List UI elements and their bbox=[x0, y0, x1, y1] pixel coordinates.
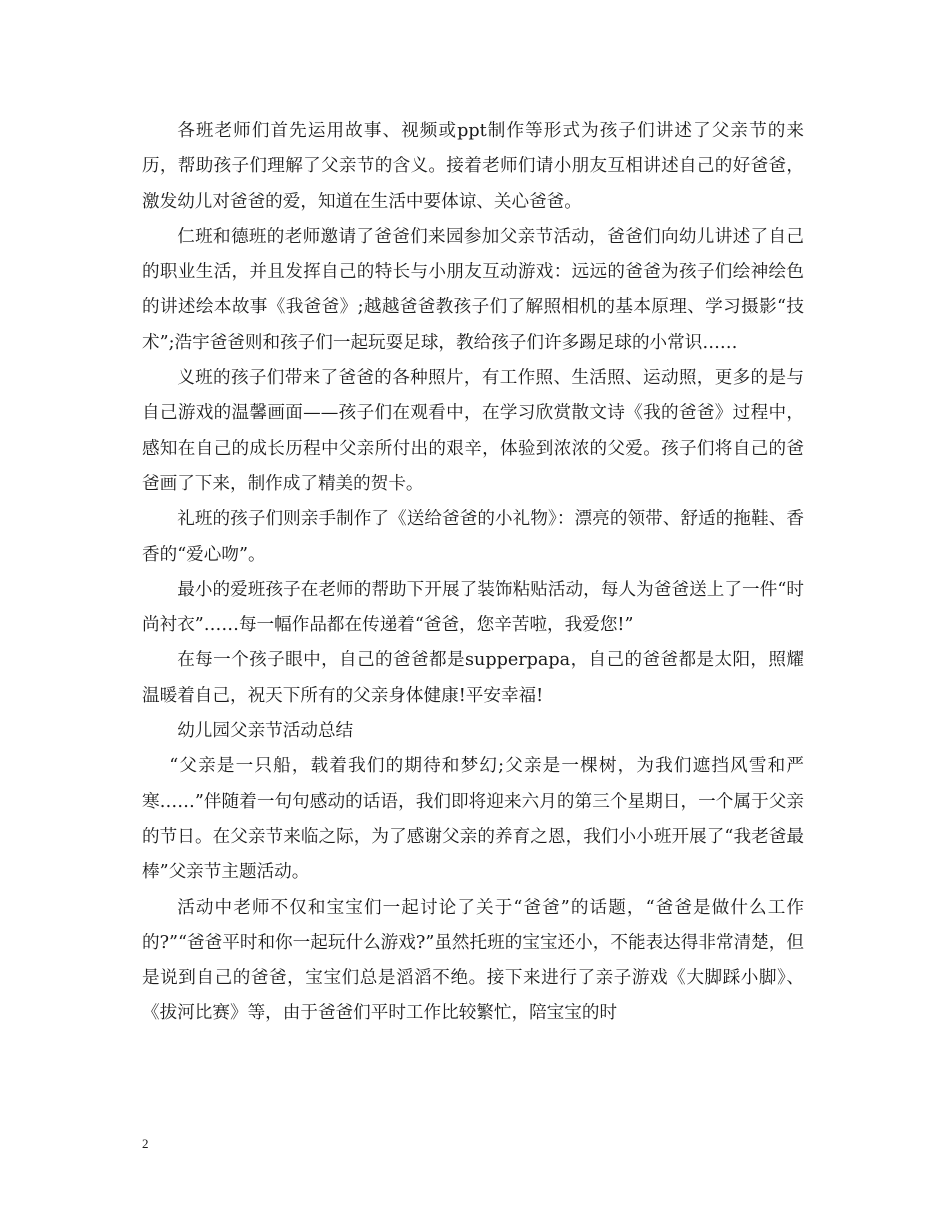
section-heading: 幼儿园父亲节活动总结 bbox=[177, 721, 354, 742]
paragraph: 活动中老师不仅和宝宝们一起讨论了关于“爸爸”的话题，“爸爸是做什么工作的?”“爸爸平时和你一起玩什么游戏?”虽然托班的宝宝还小，不能表达得非常清楚，但是说到自己的爸爸，宝宝们总是滔滔不绝。接下来进行了亲子游戏《大脚踩小脚》、《拔河比赛》等，由于爸爸们平时工作比较繁忙，陪宝宝的时 bbox=[142, 897, 804, 1024]
paragraph: 礼班的孩子们则亲手制作了《送给爸爸的小礼物》：漂亮的领带、舒适的拖鞋、香香的“爱心吻”。 bbox=[142, 509, 804, 565]
paragraph: 最小的爱班孩子在老师的帮助下开展了装饰粘贴活动，每人为爸爸送上了一件“时尚衬衣”……每一幅作品都在传递着“爸爸，您辛苦啦，我爱您!” bbox=[142, 579, 804, 636]
document-body bbox=[142, 114, 804, 1032]
paragraph: 义班的孩子们带来了爸爸的各种照片，有工作照、生活照、运动照，更多的是与自己游戏的温馨画面——孩子们在观看中，在学习欣赏散文诗《我的爸爸》过程中，感知在自己的成长历程中父亲所付出的艰辛，体验到浓浓的父爱。孩子们将自己的爸爸画了下来，制作成了精美的贺卡。 bbox=[142, 368, 804, 494]
paragraph: 仁班和德班的老师邀请了爸爸们来园参加父亲节活动，爸爸们向幼儿讲述了自己的职业生活，并且发挥自己的特长与小朋友互动游戏：远远的爸爸为孩子们绘神绘色的讲述绘本故事《我爸爸》;越越爸爸教孩子们了解照相机的基本原理、学习摄影“技术”;浩宇爸爸则和孩子们一起玩耍足球，教给孩子们许多踢足球的小常识…… bbox=[142, 226, 804, 353]
page-number: 2 bbox=[142, 1136, 149, 1151]
paragraph: 各班老师们首先运用故事、视频或ppt制作等形式为孩子们讲述了父亲节的来历，帮助孩子们理解了父亲节的含义。接着老师们请小朋友互相讲述自己的好爸爸，激发幼儿对爸爸的爱，知道在生活中要体谅、关心爸爸。 bbox=[142, 121, 804, 212]
paragraph: 在每一个孩子眼中，自己的爸爸都是supperpapa，自己的爸爸都是太阳，照耀温暖着自己，祝天下所有的父亲身体健康!平安幸福! bbox=[142, 650, 804, 706]
paragraph: “父亲是一只船，载着我们的期待和梦幻;父亲是一棵树，为我们遮挡风雪和严寒……”伴随着一句句感动的话语，我们即将迎来六月的第三个星期日，一个属于父亲的节日。在父亲节来临之际，为了感谢父亲的养育之恩，我们小小班开展了“我老爸最棒”父亲节主题活动。 bbox=[142, 756, 804, 883]
